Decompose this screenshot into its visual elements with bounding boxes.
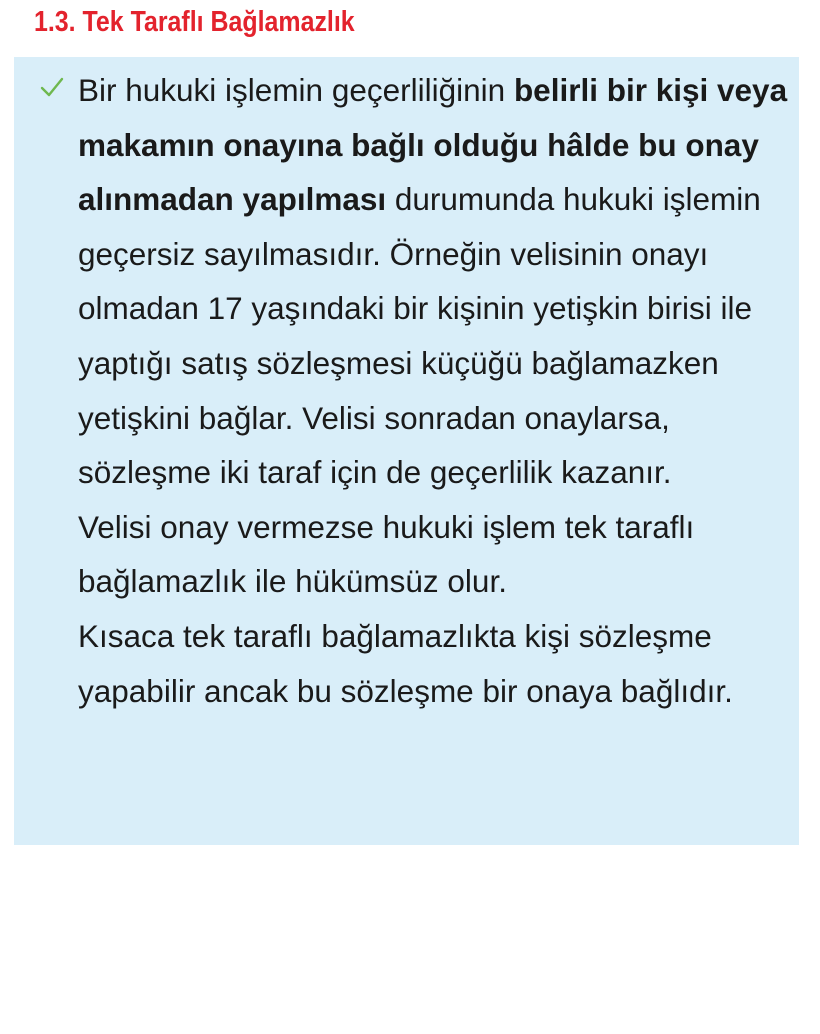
check-icon: [40, 75, 64, 99]
consequence-paragraph: Velisi onay vermezse hukuki işlem tek taraflı bağlamazlık ile hükümsüz olur.: [78, 508, 695, 600]
definition-rest: durumunda hukuki işlemin geçersiz sayılmasıdır. Örneğin velisinin onayı olmadan 17 yaşındaki bir kişinin yetişkin birisi ile yaptığı satış sözleşmesi küçüğü bağlamazken yetişkini bağlar. Velisi sonradan onaylarsa, sözleşme iki taraf için de geçerlilik kazanır.: [78, 181, 761, 491]
info-box: [14, 57, 799, 845]
summary-paragraph: Kısaca tek taraflı bağlamazlıkta kişi sözleşme yapabilir ancak bu sözleşme bir onaya bağlıdır.: [78, 617, 733, 709]
definition-text: [78, 63, 794, 718]
section-title: 1.3. Tek Taraflı Bağlamazlık: [34, 6, 355, 38]
definition-paragraph: [78, 63, 794, 500]
definition-lead: Bir hukuki işlemin geçerliliğinin: [78, 72, 514, 108]
definition-emphasis: belirli bir kişi veya makamın onayına bağlı olduğu hâlde bu onay alınmadan yapılması: [78, 72, 788, 218]
